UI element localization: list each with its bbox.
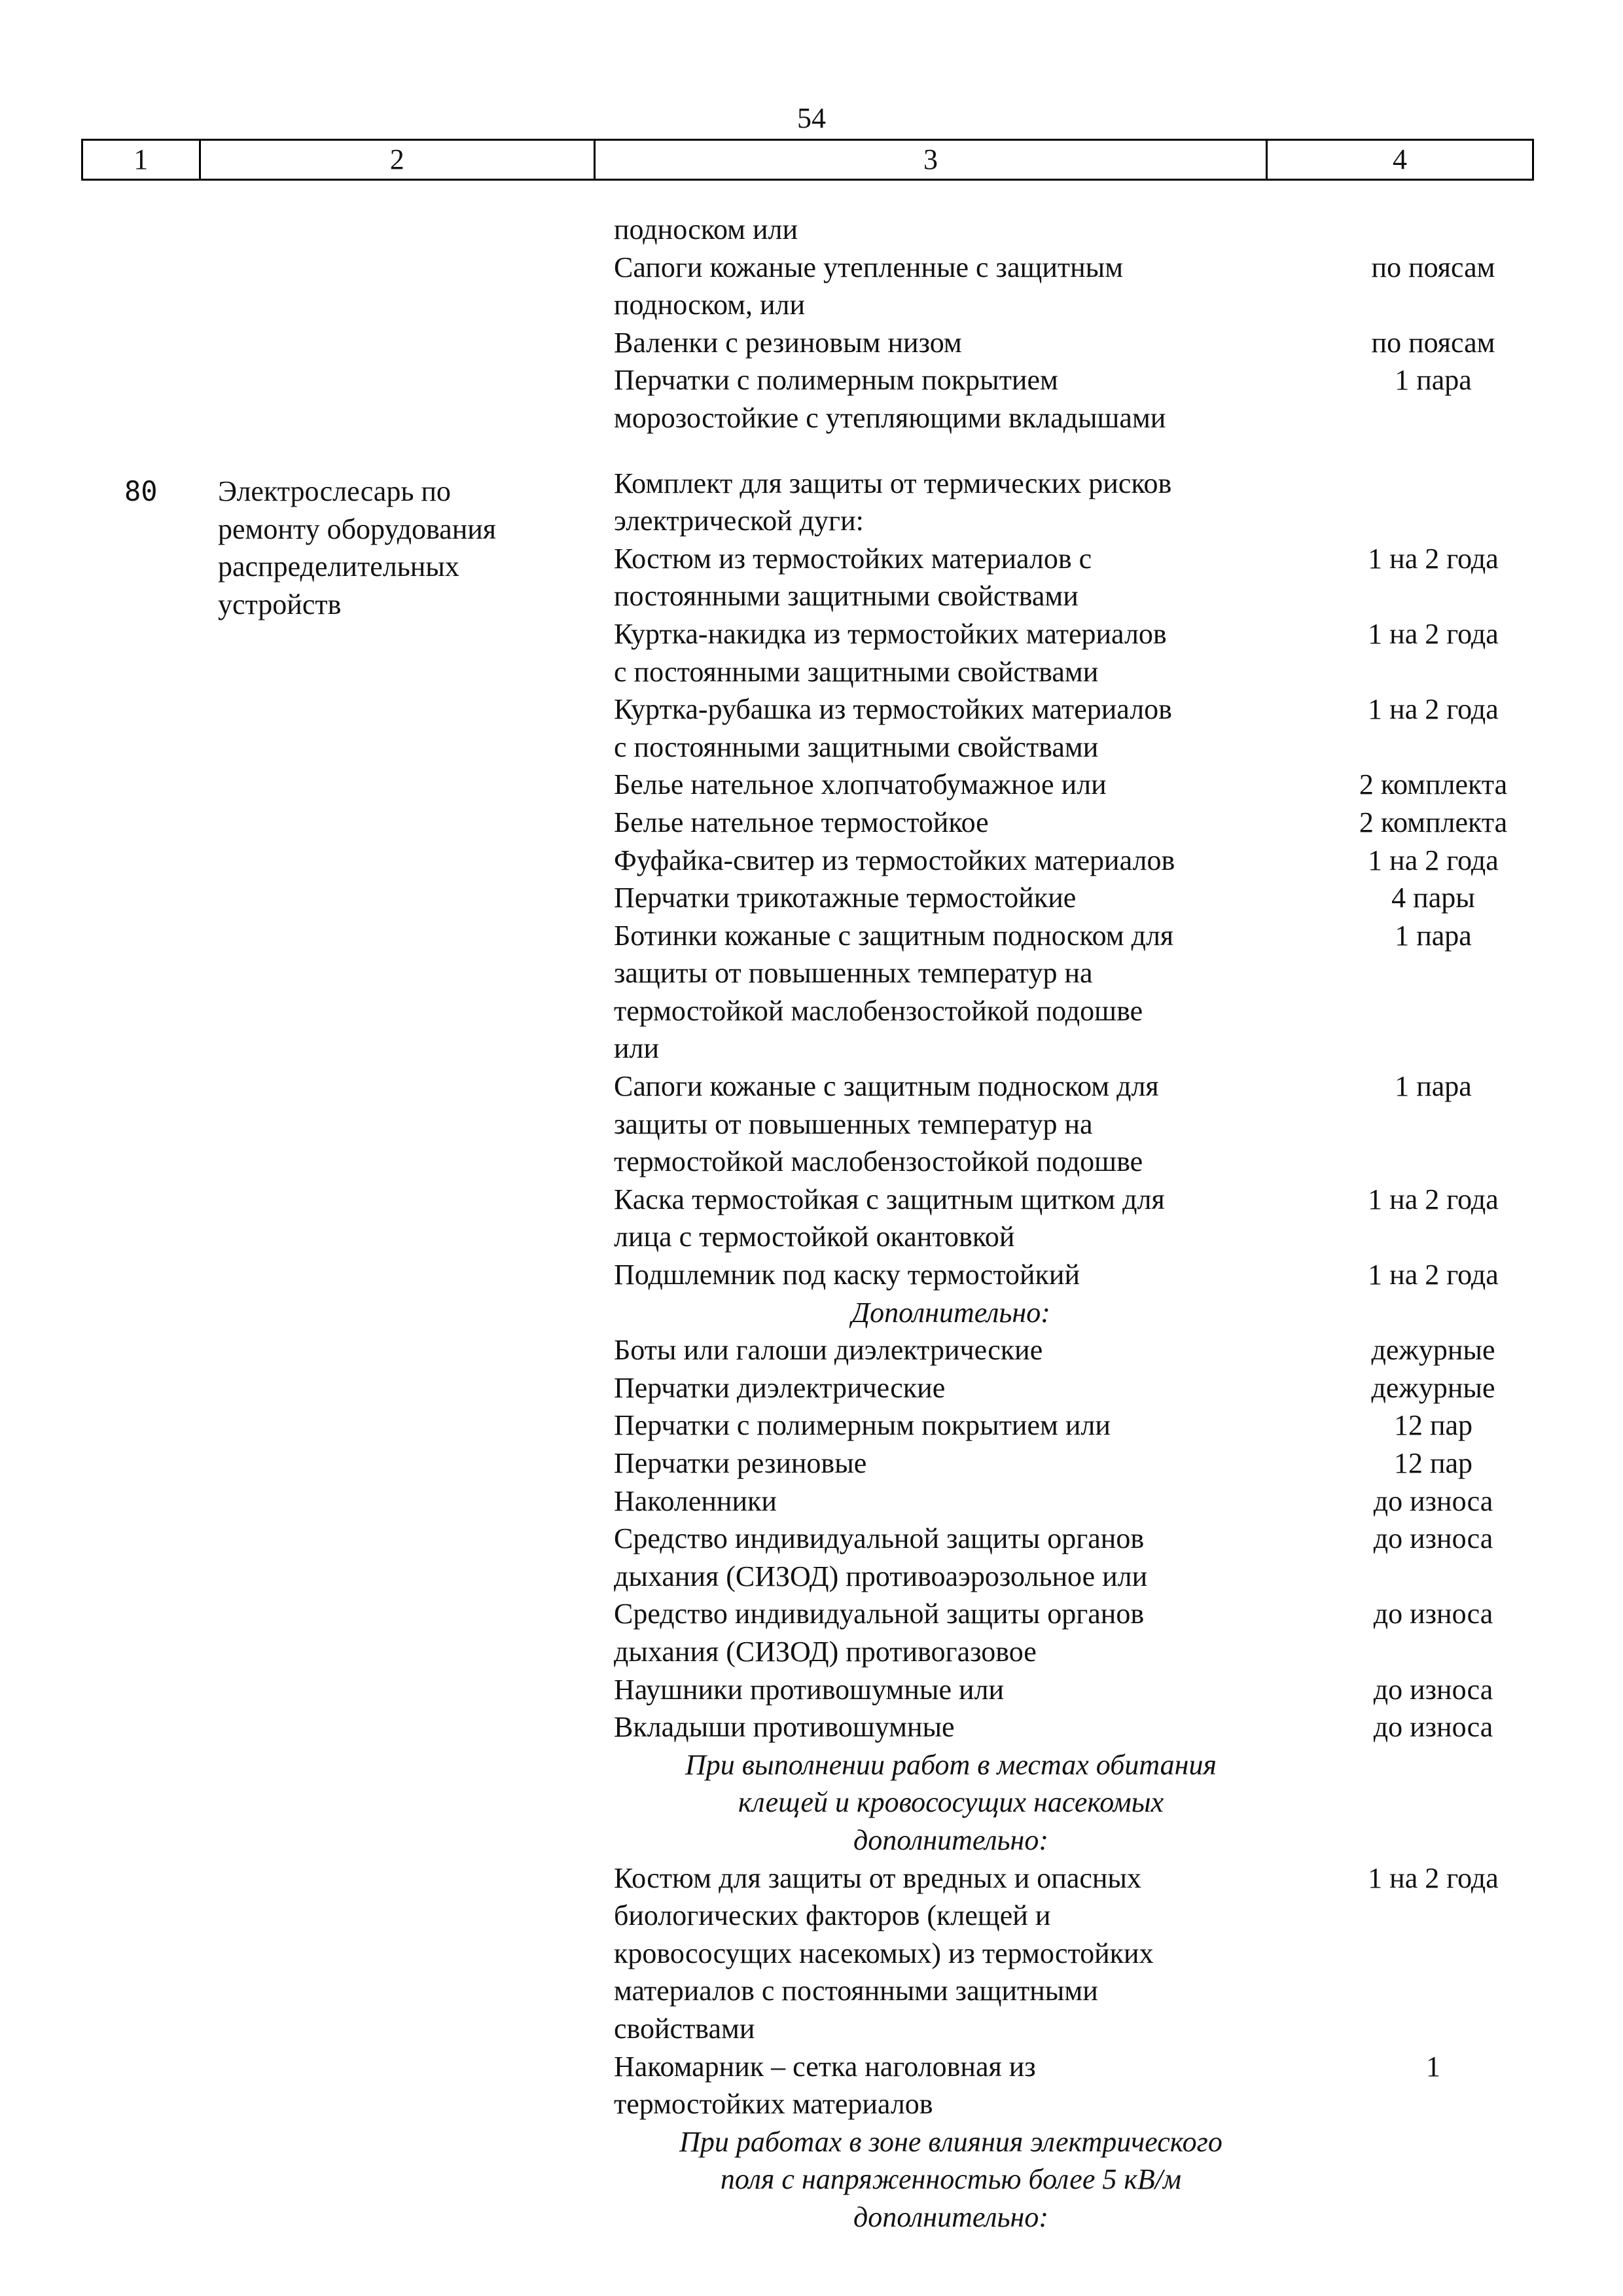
table-row [0,324,1623,362]
item-description: подноском, или [614,289,806,321]
table-row [0,804,1623,842]
item-description: Белье нательное хлопчатобумажное или [614,768,1107,801]
issue-norm: 1 пара [1395,919,1472,952]
table-row [0,1520,1623,1558]
item-description: кровососущих насекомых) из термостойких [614,1937,1154,1969]
item-description: Наколенники [614,1484,777,1517]
table-row [0,766,1623,804]
table-row [0,1369,1623,1407]
table-row [0,1935,1623,1973]
item-description: Куртка-накидка из термостойких материалов [614,617,1167,650]
issue-norm: 2 комплекта [1359,806,1508,838]
table-row [0,577,1623,615]
item-description: подноском или [614,213,798,245]
header-col-2: 2 [201,141,596,179]
table-row [0,1105,1623,1143]
item-description: материалов с постоянными защитными [614,1975,1098,2007]
issue-norm: по поясам [1371,326,1495,359]
item-description: термостойкой маслобензостойкой подошве [614,1145,1143,1178]
issue-norm: до износа [1373,1598,1493,1630]
item-description: Накомарник – сетка наголовная из [614,2050,1036,2083]
section-heading-text: поля с напряженностью более 5 кВ/м [720,2163,1182,2196]
issue-norm: до износа [1373,1673,1493,1706]
item-description: Перчатки с полимерным покрытием или [614,1409,1111,1442]
table-row [0,1407,1623,1444]
table-row [0,1671,1623,1709]
item-description: Перчатки диэлектрические [614,1371,946,1404]
item-description: Средство индивидуальной защиты органов [614,1522,1145,1555]
item-description: дыхания (СИЗОД) противогазовое [614,1635,1037,1668]
issue-norm: до износа [1373,1711,1493,1744]
item-description: Комплект для защиты от термических рисков [614,467,1172,499]
table-row [0,465,1623,503]
item-description: Вкладыши противошумные [614,1711,955,1744]
issue-norm: 1 на 2 года [1368,693,1499,726]
item-description: постоянными защитными свойствами [614,580,1079,613]
table-row [0,399,1623,437]
section-heading [0,1784,1623,1821]
item-description: Валенки с резиновым низом [614,326,962,359]
item-description: электрической дуги: [614,505,864,537]
job-title-line: Электрослесарь по [218,475,451,507]
row-separator [0,437,1623,465]
table-row [0,992,1623,1030]
item-description: свойствами [614,2012,755,2045]
issue-norm: дежурные [1371,1334,1495,1367]
page-number: 54 [797,102,826,134]
table-row [0,1558,1623,1596]
item-description: Наушники противошумные или [614,1673,1005,1706]
table-row [0,1708,1623,1746]
table-row [0,2048,1623,2086]
table-row [0,249,1623,287]
item-description: с постоянными защитными свойствами [614,730,1099,763]
table-row [0,2010,1623,2048]
header-col-3: 3 [596,141,1268,179]
issue-norm: 1 пара [1395,1070,1472,1103]
item-description: термостойких материалов [614,2088,933,2121]
table-row [0,1633,1623,1671]
issue-norm: 12 пар [1393,1447,1473,1479]
table-row [0,1218,1623,1256]
job-title-line: распределительных [218,550,459,583]
issue-norm: 12 пар [1393,1409,1473,1442]
item-description: Костюм для защиты от вредных и опасных [614,1861,1141,1894]
item-description: Перчатки трикотажные термостойкие [614,882,1077,914]
item-description: Боты или галоши диэлектрические [614,1334,1043,1367]
section-heading [0,1746,1623,1784]
issue-norm: по поясам [1371,251,1495,283]
table-row [0,1030,1623,1067]
item-description: Перчатки с полимерным покрытием [614,364,1058,397]
item-description: или [614,1032,660,1065]
table-row [0,211,1623,249]
item-description: Каска термостойкая с защитным щитком для [614,1183,1165,1215]
item-description: Перчатки резиновые [614,1447,867,1479]
issue-norm: дежурные [1371,1371,1495,1404]
table-row [0,842,1623,880]
section-heading [0,2198,1623,2236]
table-header-row [81,139,1534,181]
table-row [0,691,1623,728]
job-title-line: ремонту оборудования [218,512,497,545]
table-row [0,1256,1623,1294]
item-description: Сапоги кожаные с защитным подноском для [614,1070,1159,1103]
item-description: Белье нательное термостойкое [614,806,989,838]
item-description: Средство индивидуальной защиты органов [614,1598,1145,1630]
entry-80-rows [0,465,1623,2236]
item-description: защиты от повышенных температур на [614,1107,1093,1140]
section-heading-text: дополнительно: [853,1823,1049,1856]
table-row [0,653,1623,691]
item-description: термостойкой маслобензостойкой подошве [614,994,1143,1027]
section-heading [0,2161,1623,2198]
section-heading [0,2123,1623,2161]
issue-norm: 1 на 2 года [1368,1183,1499,1215]
issue-norm: 1 на 2 года [1368,1259,1499,1291]
table-body [0,211,1623,2236]
table-row [0,1897,1623,1935]
table-row [0,502,1623,540]
item-description: Куртка-рубашка из термостойких материалов [614,693,1172,726]
item-description: Ботинки кожаные с защитным подноском для [614,919,1174,952]
table-row [0,1859,1623,1897]
table-row [0,879,1623,917]
table-row [0,1482,1623,1520]
header-col-4: 4 [1393,143,1408,175]
table-row [0,615,1623,653]
section-heading [0,1821,1623,1859]
item-description: дыхания (СИЗОД) противоаэрозольное или [614,1560,1148,1592]
item-description: Костюм из термостойких материалов с [614,542,1092,575]
issue-norm: 1 на 2 года [1368,617,1499,650]
issue-norm: 1 [1426,2050,1440,2083]
item-description: Подшлемник под каску термостойкий [614,1259,1080,1291]
issue-norm: 2 комплекта [1359,768,1508,801]
item-description: защиты от повышенных температур на [614,957,1093,990]
table-row [0,1972,1623,2010]
section-heading-text: клещей и кровососущих насекомых [738,1786,1164,1819]
table-row [0,1181,1623,1219]
issue-norm: 1 на 2 года [1368,542,1499,575]
section-heading-text: дополнительно: [853,2200,1049,2233]
table-row [0,286,1623,324]
section-heading-text: При выполнении работ в местах обитания [685,1748,1217,1781]
item-description: Фуфайка-свитер из термостойких материалов [614,844,1175,876]
table-row [0,361,1623,399]
section-heading [0,1294,1623,1332]
issue-norm: 1 на 2 года [1368,1861,1499,1894]
issue-norm: до износа [1373,1522,1493,1555]
table-row [0,540,1623,578]
table-row [0,2085,1623,2123]
table-row [0,954,1623,992]
item-description: биологических факторов (клещей и [614,1899,1051,1932]
issue-norm: 1 на 2 года [1368,844,1499,876]
item-description: морозостойкие с утепляющими вкладышами [614,401,1166,434]
item-description: с постоянными защитными свойствами [614,655,1099,688]
item-description: лица с термостойкой окантовкой [614,1221,1015,1253]
table-row [0,728,1623,766]
continuation-rows [0,211,1623,437]
item-description: Сапоги кожаные утепленные с защитным [614,251,1124,283]
table-row [0,1067,1623,1105]
job-title-line: устройств [218,588,342,620]
issue-norm: 1 пара [1395,364,1472,397]
header-col-1: 1 [83,141,201,179]
issue-norm: 4 пары [1391,882,1475,914]
section-heading-text: Дополнительно: [851,1296,1050,1329]
entry-number: 80 [124,475,158,507]
section-heading-text: При работах в зоне влияния электрического [679,2125,1222,2158]
table-row [0,1331,1623,1369]
table-row [0,917,1623,955]
table-row [0,1444,1623,1482]
table-row [0,1143,1623,1181]
issue-norm: до износа [1373,1484,1493,1517]
table-row [0,1595,1623,1633]
